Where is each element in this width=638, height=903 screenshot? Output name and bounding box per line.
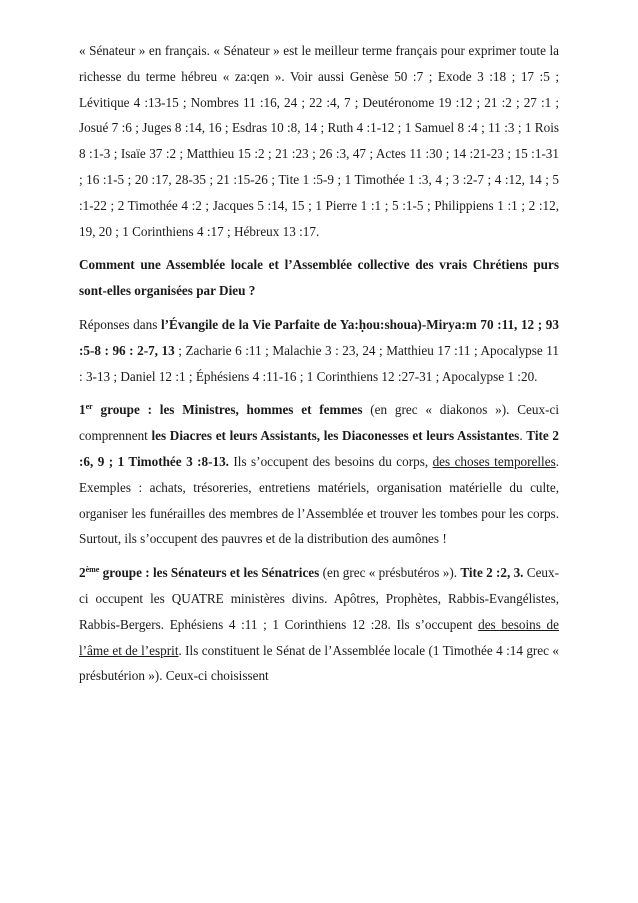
group1-text-3: Ils s’occupent des besoins du corps, xyxy=(228,453,433,469)
group2-reference: Tite 2 :2, 3. xyxy=(460,565,524,581)
answers-bold-reference: l’Évangile de la Vie Parfaite de Ya:ḥou:shoua)-Mirya:m 70 :11, 12 ; 93 :5-8 : 96 : 2-7, 13 xyxy=(79,316,559,358)
section-heading: Comment une Assemblée locale et l’Assemblée collective des vrais Chrétiens purs sont-elles organisées par Dieu ? xyxy=(79,257,559,299)
group1-number: 1 xyxy=(79,402,86,418)
group2-title: groupe : les Sénateurs et les Sénatrices xyxy=(99,565,320,581)
answers-rest: ; Zacharie 6 :11 ; Malachie 3 : 23, 24 ; Matthieu 17 :11 ; Apocalypse 11 : 3-13 ; Daniel 12 :1 ; Éphésiens 4 :11-16 ; 1 Corinthiens 12 :27-31 ; Apocalypse 1 :20. xyxy=(79,342,559,384)
group2-number: 2 xyxy=(79,565,86,581)
group2-text-2: Ceux-ci occupent les QUATRE ministères divins. Apôtres, Prophètes, Rabbis-Evangélistes, Rabbis-Bergers. Ephésiens 4 :11 ; 1 Corinthiens 12 :28. Ils s’occupent xyxy=(79,565,560,632)
intro-paragraph: « Sénateur » en français. « Sénateur » est le meilleur terme français pour exprimer toute la richesse du terme hébreu « za:qen ». Voir aussi Genèse 50 :7 ; Exode 3 :18 ; 17 :5 ; Lévitique 4 :13-15 ; Nombres 11 :16, 24 ; 22 :4, 7 ; Deutéronome 19 :12 ; 21 :2 ; 27 :1 ; Josué 7 :6 ; Juges 8 :14, 16 ; Esdras 10 :8, 14 ; Ruth 4 :1-12 ; 1 Samuel 8 :4 ; 11 :3 ; 1 Rois 8 :1-3 ; Isaïe 37 :2 ; Matthieu 15 :2 ; 21 :23 ; 26 :3, 47 ; Actes 11 :30 ; 14 :21-23 ; 15 :1-31 ; 16 :1-5 ; 20 :17, 28-35 ; 21 :15-26 ; Tite 1 :5-9 ; 1 Timothée 1 :3, 4 ; 3 :2-7 ; 4 :12, 14 ; 5 :1-22 ; 2 Timothée 4 :2 ; Jacques 5 :14, 15 ; 1 Pierre 1 :1 ; 5 :1-5 ; Philippiens 1 :1 ; 2 :12, 19, 20 ; 1 Corinthiens 4 :17 ; Hébreux 13 :17. xyxy=(79,43,559,239)
group2-text-1: (en grec « présbutéros »). xyxy=(319,565,461,581)
group1-paragraph xyxy=(79,397,559,552)
group1-reference: Tite 2 :6, 9 ; 1 Timothée 3 :8-13. xyxy=(79,428,559,469)
group1-title: groupe : les Ministres, hommes et femmes xyxy=(92,402,363,418)
answers-lead: Réponses dans xyxy=(79,316,161,332)
group2-text-3: . Ils constituent le Sénat de l’Assemblée locale (1 Timothée 4 :14 grec « présbutérion »). Ceux-ci choisissent xyxy=(79,642,559,684)
group1-ordinal: er xyxy=(85,402,93,412)
group2-ordinal: ème xyxy=(85,565,100,575)
group1-text-1: (en grec « diakonos »). Ceux-ci comprennent xyxy=(79,402,559,444)
answers-paragraph xyxy=(79,312,559,389)
group2-paragraph xyxy=(79,560,559,689)
group1-underlined: des choses temporelles xyxy=(432,453,556,469)
group1-text-2: . xyxy=(519,428,527,444)
group1-text-4: . Exemples : achats, trésoreries, entretiens matériels, organisation matérielle du culte, organiser les funérailles des membres de l’Assemblée et trouver les tombes pour les corps. Surtout, ils s’occupent des pauvres et de la distribution des aumônes ! xyxy=(79,453,560,547)
group2-underlined: des besoins de l’âme et de l’esprit xyxy=(79,616,559,658)
group1-roles: les Diacres et leurs Assistants, les Diaconesses et leurs Assistantes xyxy=(151,428,520,444)
